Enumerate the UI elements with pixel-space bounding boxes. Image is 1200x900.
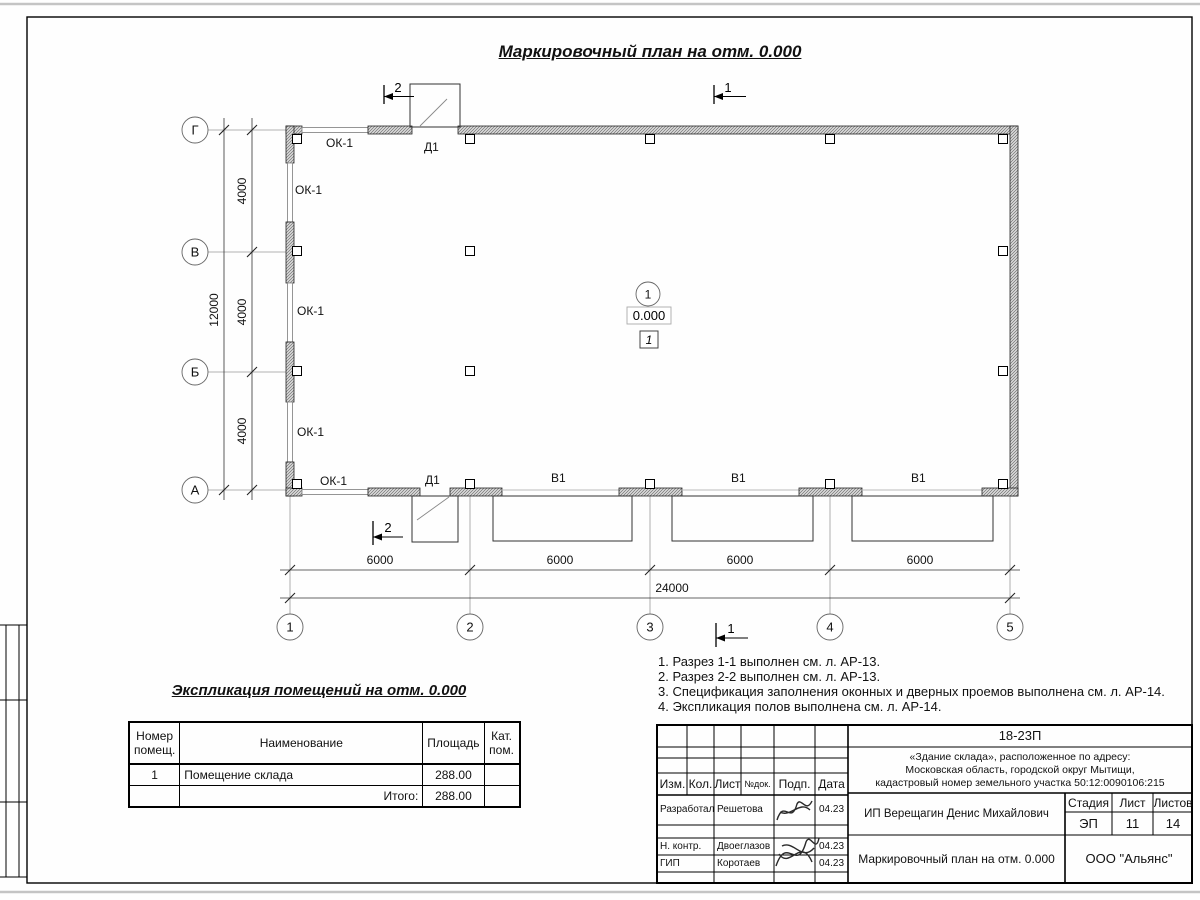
tb-name: Решетова [717, 804, 763, 815]
dim-6000: 6000 [906, 553, 934, 567]
door-leaf-bottom [417, 497, 449, 520]
explication-title: Экспликация помещений на отм. 0.000 [171, 682, 467, 699]
note-line: 2. Разрез 2-2 выполнен см. л. АР-13. [658, 669, 881, 684]
window-label: ОК-1 [320, 474, 347, 488]
side-stamp-lines [0, 625, 27, 877]
notes-block [658, 654, 1178, 714]
axis-letter: Г [191, 122, 199, 138]
note-line: 3. Спецификация заполнения оконных и дверных проемов выполнена см. л. АР-14. [658, 684, 1165, 699]
gate-label: В1 [911, 471, 926, 485]
tb-role: Н. контр. [660, 840, 702, 852]
gate-label: В1 [551, 471, 566, 485]
tb-name: Коротаев [717, 857, 761, 869]
window-label: ОК-1 [297, 304, 324, 318]
total-area: 288.00 [423, 786, 484, 808]
table-total-row [129, 786, 520, 808]
room-marker [627, 282, 671, 348]
tb-sheet-number: 11 [1125, 815, 1140, 831]
loading-dock [852, 496, 993, 541]
door-leaf-top [420, 99, 447, 126]
tb-role: ГИП [660, 857, 680, 869]
note-line: 1. Разрез 1-1 выполнен см. л. АР-13. [658, 654, 881, 669]
section-mark-1-top [714, 80, 746, 104]
explication-table [128, 721, 521, 808]
axis-number: 4 [826, 619, 834, 635]
axis-number: 5 [1006, 619, 1014, 635]
signatures [776, 801, 819, 866]
window-label: ОК-1 [297, 425, 324, 439]
floor-type-number: 1 [645, 333, 653, 347]
axis-letter: Б [190, 364, 200, 380]
svg-text:2: 2 [394, 80, 402, 95]
tb-doc-number: 18-23П [998, 728, 1042, 743]
loading-dock [493, 496, 632, 541]
room-name-cell: Помещение склада [180, 764, 423, 786]
tb-object-description: «Здание склада», расположенное по адресу: Московская область, городской округ Мытищи, кадастровый номер земельного участка 50:12:0090106:215 [875, 751, 1165, 789]
dim-24000: 24000 [655, 581, 689, 595]
signature [777, 801, 812, 820]
axis-number: 3 [646, 619, 654, 635]
room-number: 1 [644, 287, 652, 302]
tb-col-izm: Изм. [659, 777, 686, 791]
room-category-cell [484, 764, 520, 786]
axis-letter: А [190, 482, 200, 498]
gate-label: В1 [731, 471, 746, 485]
tb-company: ООО "Альянс" [1085, 851, 1173, 866]
note-line: 4. Экспликация полов выполнена см. л. АР-14. [658, 699, 942, 714]
dim-6000: 6000 [546, 553, 574, 567]
tb-sheets-total: 14 [1165, 815, 1181, 831]
window-label: ОК-1 [326, 136, 353, 150]
entrance-porch-top [410, 84, 460, 127]
room-area-cell: 288.00 [423, 764, 484, 786]
room-number-cell: 1 [129, 764, 180, 786]
tb-sheets-label: Листов [1154, 795, 1192, 810]
tb-col-list: Лист [714, 777, 741, 791]
tb-date: 04.23 [818, 840, 845, 852]
tb-col-kol: Кол. [688, 777, 713, 791]
dim-6000: 6000 [726, 553, 754, 567]
tb-col-podp: Подп. [778, 777, 811, 791]
tb-date: 04.23 [818, 857, 845, 869]
section-mark-2-bottom [373, 520, 403, 545]
total-label: Итого: [180, 786, 423, 808]
tb-date: 04.23 [818, 804, 845, 815]
col-header-number: Номер помещ. [129, 722, 180, 764]
tb-name: Двоеглазов [717, 840, 771, 852]
dim-12000: 12000 [207, 293, 221, 327]
loading-dock [672, 496, 813, 541]
drawing-title: Маркировочный план на отм. 0.000 [498, 42, 802, 61]
tb-sheet-label: Лист [1119, 795, 1146, 810]
tb-drawing-name: Маркировочный план на отм. 0.000 [858, 852, 1055, 866]
dim-4000: 4000 [235, 298, 249, 326]
tb-col-doc: №док. [744, 779, 771, 789]
window-label: ОК-1 [295, 183, 322, 197]
section-mark-1-bottom [716, 621, 748, 647]
tb-role: Разработал [660, 804, 715, 815]
tb-stage-value: ЭП [1079, 815, 1098, 831]
porches-and-docks [410, 84, 993, 542]
axis-letter: В [190, 244, 200, 260]
door-label: Д1 [424, 140, 439, 154]
table-row [129, 764, 520, 786]
dim-4000: 4000 [235, 417, 249, 445]
axis-number: 1 [286, 619, 294, 635]
dim-4000: 4000 [235, 177, 249, 205]
room-elevation: 0.000 [632, 308, 666, 323]
axis-number: 2 [466, 619, 474, 635]
col-header-category: Кат. пом. [484, 722, 520, 764]
dimensions-left [207, 118, 257, 500]
tb-client: ИП Верещагин Денис Михайлович [864, 808, 1049, 820]
svg-text:2: 2 [384, 520, 392, 535]
col-header-area: Площадь [423, 722, 484, 764]
opening-labels [295, 136, 926, 488]
signature [776, 838, 819, 866]
dim-6000: 6000 [366, 553, 394, 567]
tb-stage-label: Стадия [1068, 795, 1109, 810]
svg-text:1: 1 [727, 621, 735, 636]
tb-col-data: Дата [818, 777, 845, 791]
door-label: Д1 [425, 473, 440, 487]
svg-text:1: 1 [724, 80, 732, 95]
col-header-name: Наименование [180, 722, 423, 764]
